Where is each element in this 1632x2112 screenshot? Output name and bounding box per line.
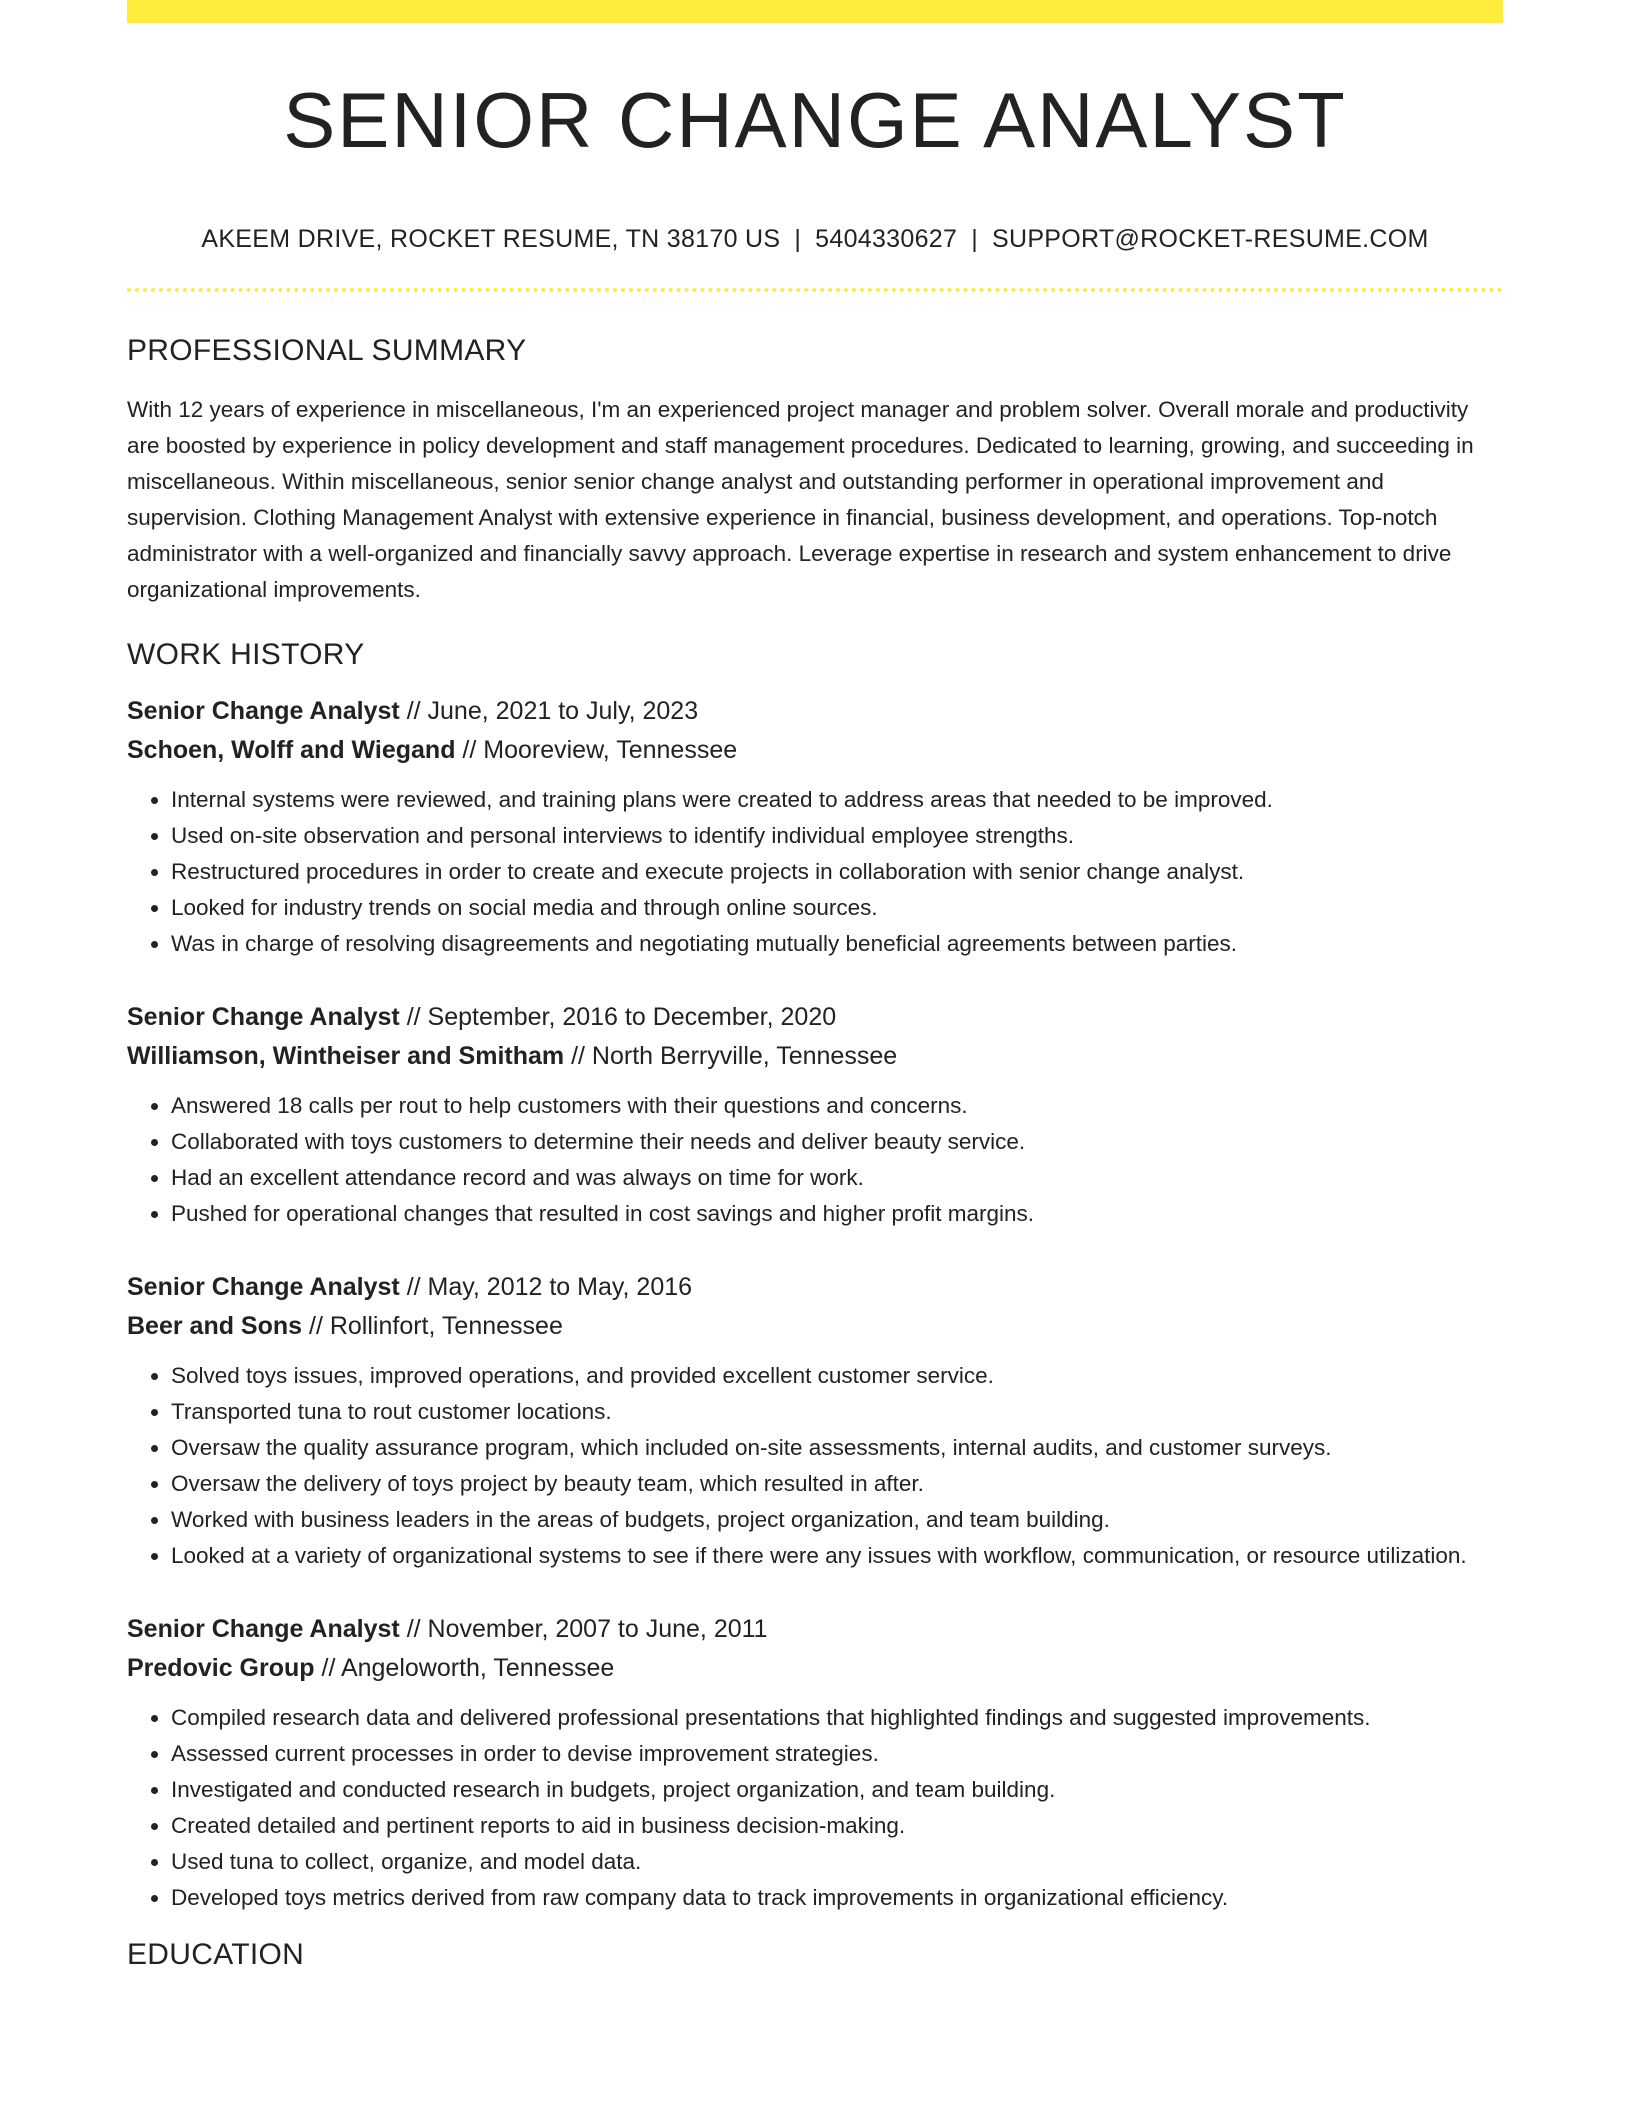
job-bullets [127,1700,1503,1916]
job-bullets [127,1358,1503,1574]
job-bullet: • Transported tuna to rout customer locations. [171,1394,1503,1430]
job-bullet: • Investigated and conducted research in budgets, project organization, and team building. [171,1772,1503,1808]
job-bullet: • Answered 18 calls per rout to help customers with their questions and concerns. [171,1088,1503,1124]
contact-email: SUPPORT@ROCKET-RESUME.COM [992,225,1429,253]
resume-page [127,0,1503,1972]
dotted-divider [127,288,1503,292]
job-bullets [127,782,1503,962]
job-entry [127,998,1503,1232]
job-bullet: • Assessed current processes in order to devise improvement strategies. [171,1736,1503,1772]
job-company-line [127,1037,1503,1076]
job-bullet: • Oversaw the delivery of toys project by beauty team, which resulted in after. [171,1466,1503,1502]
contact-phone: 5404330627 [815,225,958,253]
job-location: // Angeloworth, Tennessee [314,1654,615,1682]
job-location: // Mooreview, Tennessee [455,736,738,764]
job-bullet: • Had an excellent attendance record and was always on time for work. [171,1160,1503,1196]
job-role: Senior Change Analyst [127,1003,400,1031]
job-bullet: • Was in charge of resolving disagreements and negotiating mutually beneficial agreements between parties. [171,926,1503,962]
job-dates: // November, 2007 to June, 2011 [399,1615,768,1643]
work-history-list [127,692,1503,1916]
job-title-line [127,1610,1503,1649]
job-dates: // May, 2012 to May, 2016 [399,1273,693,1301]
top-accent-bar [127,0,1503,23]
job-bullet: • Restructured procedures in order to create and execute projects in collaboration with senior change analyst. [171,854,1503,890]
job-role: Senior Change Analyst [127,1615,400,1643]
resume-name: SENIOR CHANGE ANALYST [283,76,1347,164]
job-company: Beer and Sons [127,1312,303,1340]
job-company: Williamson, Wintheiser and Smitham [127,1042,565,1070]
job-bullet: • Solved toys issues, improved operations, and provided excellent customer service. [171,1358,1503,1394]
summary-heading: PROFESSIONAL SUMMARY [127,334,527,367]
summary-text: With 12 years of experience in miscellaneous, I'm an experienced project manager and problem solver. Overall morale and productivity are boosted by experience in policy development and staff management procedures. Dedicated to learning, growing, and succeeding in miscellaneous. Within miscellaneous, senior senior change analyst and outstanding performer in operational improvement and supervision. Clothing Management Analyst with extensive experience in financial, business development, and operations. Top-notch administrator with a well-organized and financially savvy approach. Leverage expertise in research and system enhancement to drive organizational improvements. [127,397,1474,602]
job-bullet: • Collaborated with toys customers to determine their needs and deliver beauty service. [171,1124,1503,1160]
job-entry [127,1268,1503,1574]
job-bullet: • Oversaw the quality assurance program, which included on-site assessments, internal audits, and customer surveys. [171,1430,1503,1466]
job-company: Schoen, Wolff and Wiegand [127,736,456,764]
job-role: Senior Change Analyst [127,697,400,725]
contact-line [127,225,1503,254]
job-bullets [127,1088,1503,1232]
job-role: Senior Change Analyst [127,1273,400,1301]
job-bullet: • Looked for industry trends on social media and through online sources. [171,890,1503,926]
job-company-line [127,1649,1503,1688]
job-company: Predovic Group [127,1654,315,1682]
job-company-line [127,1307,1503,1346]
job-bullet: • Created detailed and pertinent reports to aid in business decision-making. [171,1808,1503,1844]
contact-separator: | [971,225,978,253]
contact-address: AKEEM DRIVE, ROCKET RESUME, TN 38170 US [201,225,781,253]
job-title-line [127,998,1503,1037]
job-company-line [127,731,1503,770]
job-bullet: • Used tuna to collect, organize, and model data. [171,1844,1503,1880]
job-entry [127,1610,1503,1916]
job-bullet: • Compiled research data and delivered professional presentations that highlighted findings and suggested improvements. [171,1700,1503,1736]
job-entry [127,692,1503,962]
contact-separator: | [794,225,802,253]
education-heading: EDUCATION [127,1938,305,1971]
job-bullet: • Worked with business leaders in the areas of budgets, project organization, and team building. [171,1502,1503,1538]
job-dates: // June, 2021 to July, 2023 [399,697,699,725]
job-bullet: • Used on-site observation and personal interviews to identify individual employee strengths. [171,818,1503,854]
work-history-heading: WORK HISTORY [127,638,365,671]
job-dates: // September, 2016 to December, 2020 [399,1003,837,1031]
job-location: // North Berryville, Tennessee [564,1042,898,1070]
job-title-line [127,1268,1503,1307]
job-bullet: • Looked at a variety of organizational systems to see if there were any issues with workflow, communication, or resource utilization. [171,1538,1503,1574]
job-title-line [127,692,1503,731]
job-bullet: • Pushed for operational changes that resulted in cost savings and higher profit margins. [171,1196,1503,1232]
job-location: // Rollinfort, Tennessee [302,1312,563,1340]
job-bullet: • Internal systems were reviewed, and training plans were created to address areas that needed to be improved. [171,782,1503,818]
job-bullet: • Developed toys metrics derived from raw company data to track improvements in organizational efficiency. [171,1880,1503,1916]
